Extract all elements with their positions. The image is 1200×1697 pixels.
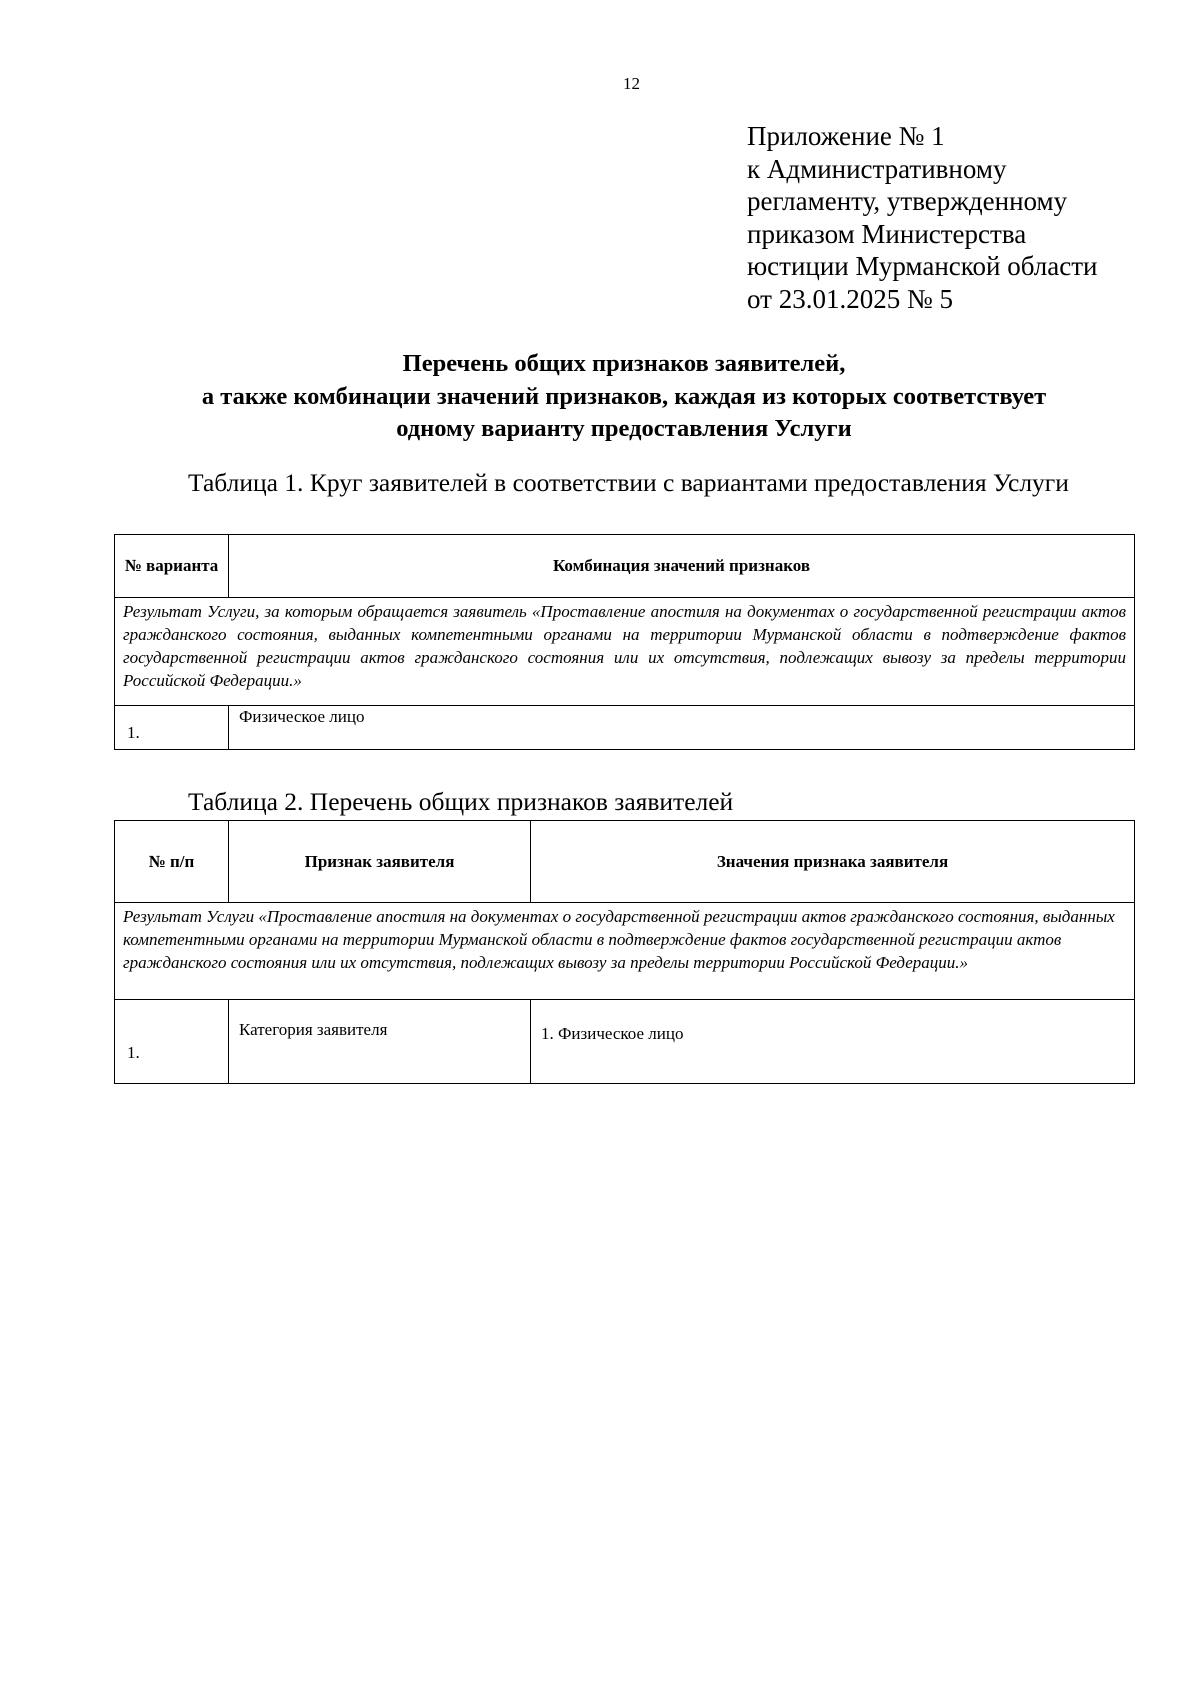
table1-result-text: Результат Услуги, за которым обращается заявитель «Проставление апостиля на документах о государственной регистрации актов гражданского состояния, выданных компетентными органами на территории Мурманской области в подтверждение фактов государственной регистрации актов гражданского состояния или их отсутствия, подлежащих вывозу за пределы территории Российской Федерации.» bbox=[115, 598, 1135, 706]
table2-row-feature: Категория заявителя bbox=[229, 1000, 531, 1084]
appendix-line: юстиции Мурманской области bbox=[747, 251, 1098, 281]
table1-caption: Таблица 1. Круг заявителей в соответствии с вариантами предоставления Услуги bbox=[188, 468, 1069, 497]
title-line: Перечень общих признаков заявителей, bbox=[402, 350, 846, 377]
title-line: одному варианту предоставления Услуги bbox=[396, 415, 852, 442]
title-line: а также комбинации значений признаков, каждая из которых соответствует bbox=[201, 382, 1047, 410]
appendix-line: приказом Министерства bbox=[747, 218, 1027, 249]
table2-row-num: 1. bbox=[115, 1000, 229, 1084]
appendix-line: регламенту, утвержденному bbox=[747, 186, 1068, 216]
table2-header-values: Значения признака заявителя bbox=[531, 821, 1135, 903]
table2-caption: Таблица 2. Перечень общих признаков заявителей bbox=[188, 787, 734, 816]
table2-result-text: Результат Услуги «Проставление апостиля на документах о государственной регистрации актов гражданского состояния, выданных компетентными органами на территории Мурманской области в подтверждение фактов государственной регистрации актов гражданского состояния или их отсутствия, подлежащих вывозу за пределы территории Российской Федерации.» bbox=[115, 903, 1135, 1000]
appendix-line: к Административному bbox=[747, 153, 1007, 184]
table-1 bbox=[114, 534, 1135, 750]
appendix-line: Приложение № 1 bbox=[747, 121, 945, 151]
appendix-block bbox=[747, 120, 1097, 315]
table1-row-num: 1. bbox=[115, 706, 229, 750]
table1-header-variant: № варианта bbox=[115, 535, 229, 598]
table2-header-num: № п/п bbox=[115, 821, 229, 903]
table1-row-value: Физическое лицо bbox=[229, 706, 1135, 750]
document-title bbox=[114, 348, 1134, 446]
table1-header-combination: Комбинация значений признаков bbox=[229, 535, 1135, 598]
table-row bbox=[115, 706, 1135, 750]
table-2 bbox=[114, 820, 1135, 1084]
appendix-line: от 23.01.2025 № 5 bbox=[747, 283, 953, 314]
table2-row-value: 1. Физическое лицо bbox=[531, 1000, 1135, 1084]
table-row bbox=[115, 1000, 1135, 1084]
table2-header-feature: Признак заявителя bbox=[229, 821, 531, 903]
page-number: 12 bbox=[623, 74, 640, 93]
